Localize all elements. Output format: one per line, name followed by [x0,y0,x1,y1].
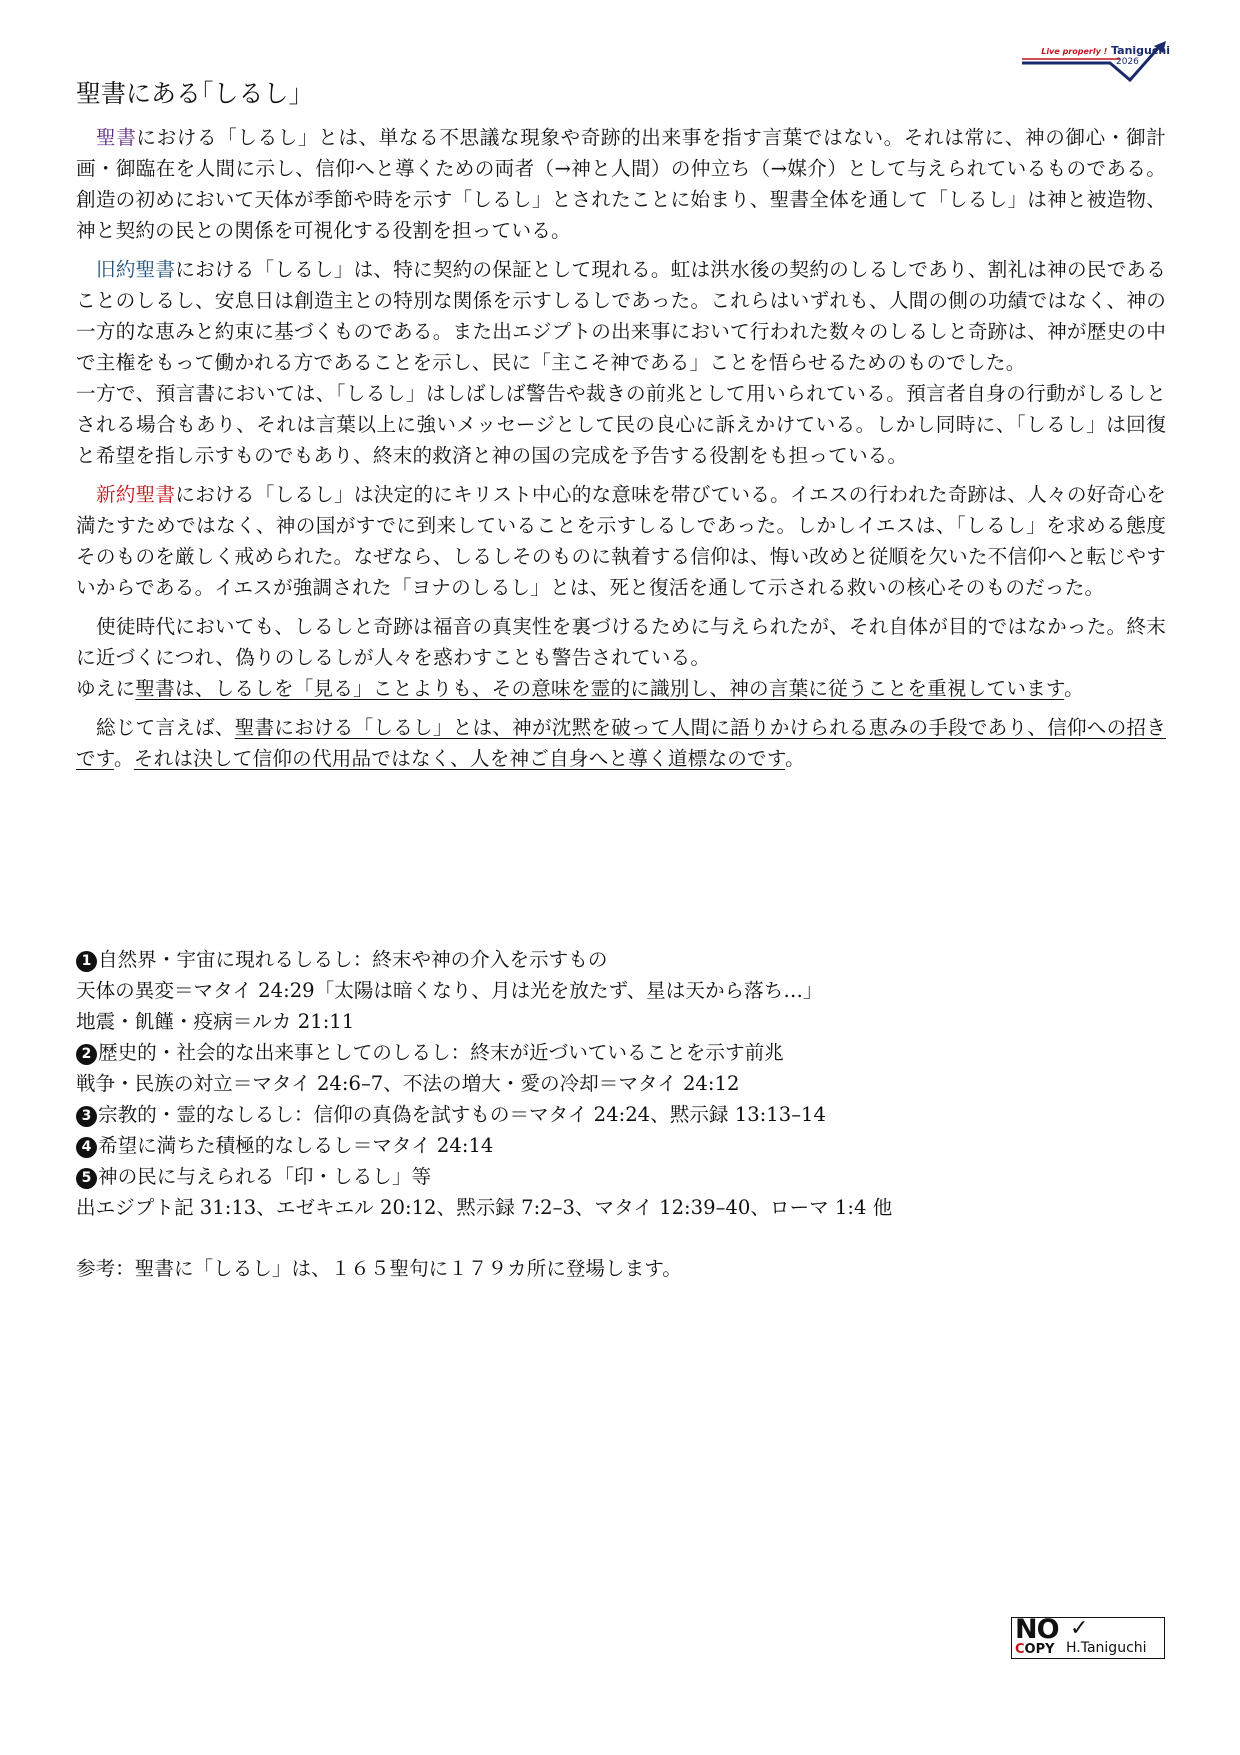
paragraph-summary [76,712,1166,774]
no-copy-stamp [1011,1614,1165,1659]
logo-name: Taniguchi [1111,44,1170,57]
number-2-icon: 2 [76,1044,97,1065]
summary-post: 。 [785,747,805,770]
summary-underlined-2: それは決して信仰の代用品ではなく、人を神ご自身へと導く道標なのです [133,747,786,770]
list-item: 出エジプト記 31:13、エゼキエル 20:12、黙示録 7:2–3、マタイ 12:39–40、ローマ 1:4 他 [76,1196,893,1219]
term-old-testament: 旧約聖書 [96,258,176,281]
paragraph-text: における「しるし」は決定的にキリスト中心的な意味を帯びている。イエスの行われた奇跡は、人々の好奇心を満たすためではなく、神の国がすでに到来していることを示すしるしであった。しかしイエスは、「しるし」を求める態度そのものを厳しく戒められた。なぜなら、しるしそのものに執着する信仰は、悔い改めと従順を欠いた不信仰へと転じやすいからである。イエスが強調された「ヨナのしるし」とは、死と復活を通して示される救いの核心そのものだった。 [76,483,1166,599]
logo-text [1020,45,1170,58]
list-item: 5 神の民に与えられる「印・しるし」等 [76,1161,1166,1192]
number-3-icon: 3 [76,1106,97,1127]
conclusion-pre: ゆえに [76,677,136,700]
paragraph-text: 使徒時代においても、しるしと奇跡は福音の真実性を裏づけるために与えられたが、それ自体が目的ではなかった。終末に近づくにつれ、偽りのしるしが人々を惑わすことも警告されている。 [76,615,1166,669]
paragraph-text: における「しるし」は、特に契約の保証として現れる。虹は洪水後の契約のしるしであり、割礼は神の民であることのしるし、安息日は創造主との特別な関係を示すしるしであった。これらはいずれも、人間の側の功績ではなく、神の一方的な恵みと約束に基づくものである。また出エジプトの出来事において行われた数々のしるしと奇跡は、神が歴史の中で主権をもって働かれる方であることを示し、民に「主こそ神である」ことを悟らせるためのものでした。 [76,258,1166,374]
number-1-icon: 1 [76,951,97,972]
paragraph-bible [76,122,1166,246]
conclusion-underlined: 聖書は、しるしを「見る」ことよりも、その意味を霊的に識別し、神の言葉に従うことを重視しています [135,677,1065,700]
term-bible: 聖書 [96,126,137,149]
conclusion-post: 。 [1064,677,1084,700]
paragraph-text-prophets: 一方で、預言書においては、「しるし」はしばしば警告や裁きの前兆として用いられている。預言者自身の行動がしるしとされる場合もあり、それは言葉以上に強いメッセージとして民の良心に訴えかけている。しかし同時に、「しるし」は回復と希望を指し示すものでもあり、終末的救済と神の国の完成を予告する役割をも担っている。 [76,382,1166,467]
term-new-testament: 新約聖書 [96,483,176,506]
taniguchi-logo [1020,40,1180,88]
sign-category-list [76,944,1166,1223]
logo-tagline: Live properly ! [1041,47,1108,56]
list-item: 戦争・民族の対立＝マタイ 24:6–7、不法の増大・愛の冷却＝マタイ 24:12 [76,1072,740,1095]
number-5-icon: 5 [76,1168,97,1189]
stamp-no: NO [1015,1614,1059,1645]
summary-underlined-1: 聖書における「しるし」とは、神が沈黙を破って人間に語りかけられる恵みの手段であり、信仰への招きです [76,716,1166,770]
paragraph-old-testament [76,254,1166,471]
paragraph-text: における「しるし」とは、単なる不思議な現象や奇跡的出来事を指す言葉ではない。それは常に、神の御心・御計画・御臨在を人間に示し、信仰へと導くための両者（→神と人間）の仲立ち（→媒介）として与えられているものである。創造の初めにおいて天体が季節や時を示す「しるし」とされたことに始まり、聖書全体を通して「しるし」は神と被造物、神と契約の民との関係を可視化する役割を担っている。 [76,126,1167,242]
check-icon: ✓ [1070,1616,1089,1641]
paragraph-new-testament [76,479,1166,603]
reference-note: 参考：聖書に「しるし」は、１６５聖句に１７９カ所に登場します。 [76,1257,682,1280]
logo-year: 2026 [1116,57,1139,67]
list-item: 4 希望に満ちた積極的なしるし＝マタイ 24:14 [76,1130,1166,1161]
number-4-icon: 4 [76,1137,97,1158]
stamp-name: H.Taniguchi [1066,1640,1147,1656]
list-item: 天体の異変＝マタイ 24:29「太陽は暗くなり、月は光を放たず、星は天から落ち…」 [76,979,823,1002]
list-item: 2 歴史的・社会的な出来事としてのしるし：終末が近づいていることを示す前兆 [76,1037,1166,1068]
stamp-copy: COPY [1015,1642,1055,1657]
article-body [76,122,1166,782]
list-item: 3 宗教的・霊的なしるし：信仰の真偽を試すもの＝マタイ 24:24、黙示録 13:13–14 [76,1099,1166,1130]
paragraph-apostolic [76,611,1166,704]
page-title: 聖書にある｢しるし｣ [76,79,302,108]
list-item: 1 自然界・宇宙に現れるしるし：終末や神の介入を示すもの [76,944,1166,975]
summary-mid: 。 [114,747,134,770]
summary-pre: 総じて言えば、 [96,716,235,739]
list-item: 地震・飢饉・疫病＝ルカ 21:11 [76,1010,355,1033]
